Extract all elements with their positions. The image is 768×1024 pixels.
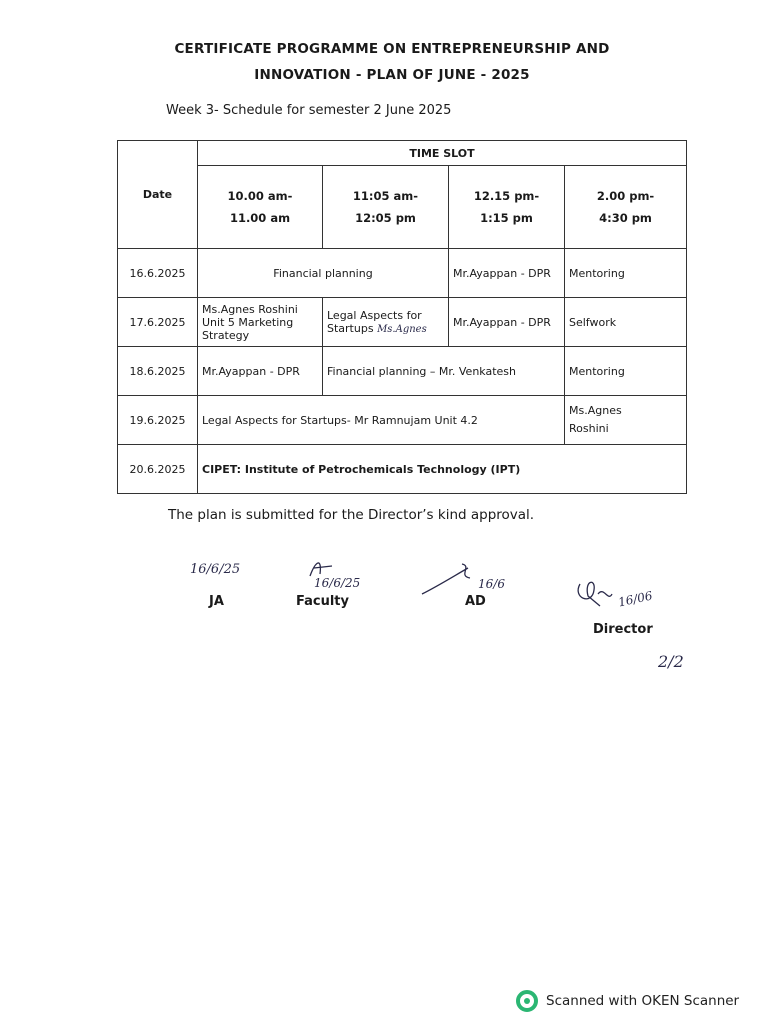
signature-label-director: Director (593, 622, 653, 637)
row-date: 20.6.2025 (118, 445, 198, 494)
table-row (118, 249, 687, 298)
table-row (118, 298, 687, 347)
ad-handwritten-date: 16/6 (478, 577, 505, 591)
document-title (0, 36, 768, 88)
row-cell: Mentoring (565, 249, 687, 298)
title-line-2: INNOVATION - PLAN OF JUNE - 2025 (254, 67, 530, 83)
director-handwritten-date: 16/06 (616, 588, 654, 610)
slot-2: 11:05 am- 12:05 pm (323, 166, 449, 249)
row-cell: Legal Aspects for Startups- Mr Ramnujam Unit 4.2 (198, 396, 565, 445)
approval-text: The plan is submitted for the Director’s kind approval. (168, 507, 535, 523)
row-date: 16.6.2025 (118, 249, 198, 298)
row-cell: Financial planning (198, 249, 449, 298)
page-mark: 2/2 (658, 652, 684, 671)
week-line: Week 3- Schedule for semester 2 June 2025 (166, 103, 452, 118)
row-cell: Ms.Agnes Roshini (565, 396, 687, 445)
table-row (118, 445, 687, 494)
header-date: Date (118, 141, 198, 249)
table-row (118, 347, 687, 396)
signature-label-ja: JA (209, 594, 224, 609)
row-date: 18.6.2025 (118, 347, 198, 396)
row-cell: Mr.Ayappan - DPR (198, 347, 323, 396)
scanner-footer (516, 990, 739, 1012)
slot-4: 2.00 pm- 4:30 pm (565, 166, 687, 249)
row-date: 19.6.2025 (118, 396, 198, 445)
table-row (118, 396, 687, 445)
row-cell: Ms.Agnes Roshini Unit 5 Marketing Strategy (198, 298, 323, 347)
row-cell: Mentoring (565, 347, 687, 396)
header-timeslot: TIME SLOT (198, 141, 687, 166)
oken-scanner-logo-icon (516, 990, 538, 1012)
schedule-table (117, 140, 687, 494)
signature-label-faculty: Faculty (296, 594, 349, 609)
faculty-handwritten-date: 16/6/25 (314, 576, 361, 590)
row-cell: CIPET: Institute of Petrochemicals Technology (IPT) (198, 445, 687, 494)
scanner-text: Scanned with OKEN Scanner (546, 993, 740, 1009)
director-signature-mark (574, 576, 624, 612)
row-cell: Mr.Ayappan - DPR (449, 249, 565, 298)
row-cell: Financial planning – Mr. Venkatesh (323, 347, 565, 396)
row-cell: Selfwork (565, 298, 687, 347)
row-cell: Mr.Ayappan - DPR (449, 298, 565, 347)
title-line-1: CERTIFICATE PROGRAMME ON ENTREPRENEURSHIP AND (174, 41, 610, 57)
row-cell: Legal Aspects for Startups Ms.Agnes (323, 298, 449, 347)
row-date: 17.6.2025 (118, 298, 198, 347)
signature-label-ad: AD (465, 594, 486, 609)
handwritten-note: Ms.Agnes (377, 323, 427, 335)
slot-3: 12.15 pm- 1:15 pm (449, 166, 565, 249)
slot-1: 10.00 am- 11.00 am (198, 166, 323, 249)
ja-handwritten-date: 16/6/25 (190, 562, 241, 577)
